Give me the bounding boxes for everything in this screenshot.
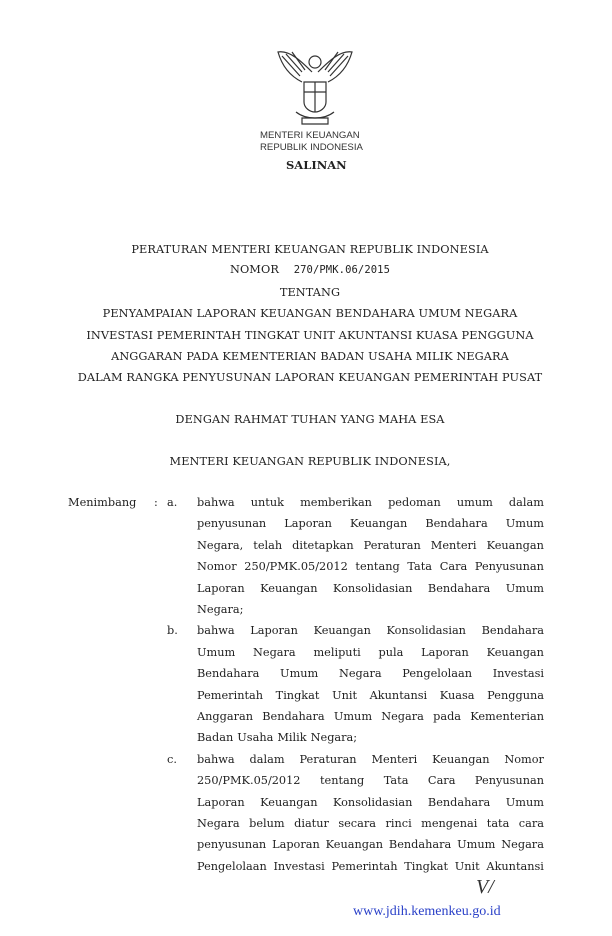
garuda-emblem-icon (272, 42, 358, 128)
subject-line: INVESTASI PEMERINTAH TINGKAT UNIT AKUNTANSI KUASA PENGGUNA (86, 329, 534, 342)
subject-line: ANGGARAN PADA KEMENTERIAN BADAN USAHA MILIK NEGARA (111, 350, 509, 363)
item-line: penyusunan Laporan Keuangan Bendahara Umum Negara (197, 838, 544, 852)
item-line: Pemerintah Tingkat Unit Akuntansi Kuasa Pengguna (197, 688, 544, 702)
issuer: MENTERI KEUANGAN REPUBLIK INDONESIA, (169, 455, 451, 468)
item-line: penyusunan Laporan Keuangan Bendahara Umum (197, 517, 544, 531)
item-line: bahwa dalam Peraturan Menteri Keuangan Nomor (197, 752, 544, 766)
item-line: Anggaran Bendahara Umum Negara pada Kementerian (197, 710, 544, 723)
nomor-label: NOMOR (229, 263, 279, 276)
jdih-link[interactable]: www.jdih.kemenkeu.go.id (353, 904, 501, 919)
regulation-number (0, 263, 612, 276)
subject-line: DALAM RANGKA PENYUSUNAN LAPORAN KEUANGAN PEMERINTAH PUSAT (77, 371, 543, 384)
item-marker: b. (167, 624, 178, 638)
item-line: Laporan Keuangan Konsolidasian Bendahara Umum (197, 581, 544, 595)
letterhead-line1: MENTERI KEUANGAN (260, 130, 360, 141)
nomor-value: 270/PMK.06/2015 (293, 264, 391, 276)
subject-line: PENYAMPAIAN LAPORAN KEUANGAN BENDAHARA UMUM NEGARA (102, 307, 518, 320)
regulation-title: PERATURAN MENTERI KEUANGAN REPUBLIK INDONESIA (131, 243, 489, 256)
paraf-initials: V/ (476, 876, 494, 898)
item-line: Negara belum diatur secara rinci mengenai tata cara (197, 817, 544, 830)
item-line: bahwa untuk memberikan pedoman umum dalam (197, 496, 544, 509)
item-line: Laporan Keuangan Konsolidasian Bendahara Umum (197, 795, 544, 809)
item-line: Negara; (197, 603, 244, 616)
tentang-label: TENTANG (279, 286, 341, 299)
item-line: bahwa Laporan Keuangan Konsolidasian Bendahara (197, 624, 544, 638)
item-marker: a. (167, 496, 178, 509)
item-line: Pengelolaan Investasi Pemerintah Tingkat Unit Akuntansi (197, 859, 544, 873)
item-line: Bendahara Umum Negara Pengelolaan Investasi (197, 667, 544, 681)
salinan-stamp: SALINAN (286, 158, 347, 172)
item-line: Negara, telah ditetapkan Peraturan Menteri Keuangan (197, 538, 544, 552)
item-line: Badan Usaha Milik Negara; (197, 731, 358, 745)
menimbang-colon: : (154, 496, 158, 509)
item-marker: c. (167, 752, 177, 766)
menimbang-label: Menimbang (68, 496, 137, 509)
letterhead-line2: REPUBLIK INDONESIA (260, 142, 363, 153)
item-line: Nomor 250/PMK.05/2012 tentang Tata Cara Penyusunan (197, 560, 544, 574)
item-line: Umum Negara meliputi pula Laporan Keuangan (197, 645, 544, 659)
preamble: DENGAN RAHMAT TUHAN YANG MAHA ESA (175, 413, 445, 426)
item-line: 250/PMK.05/2012 tentang Tata Cara Penyusunan (197, 774, 544, 788)
